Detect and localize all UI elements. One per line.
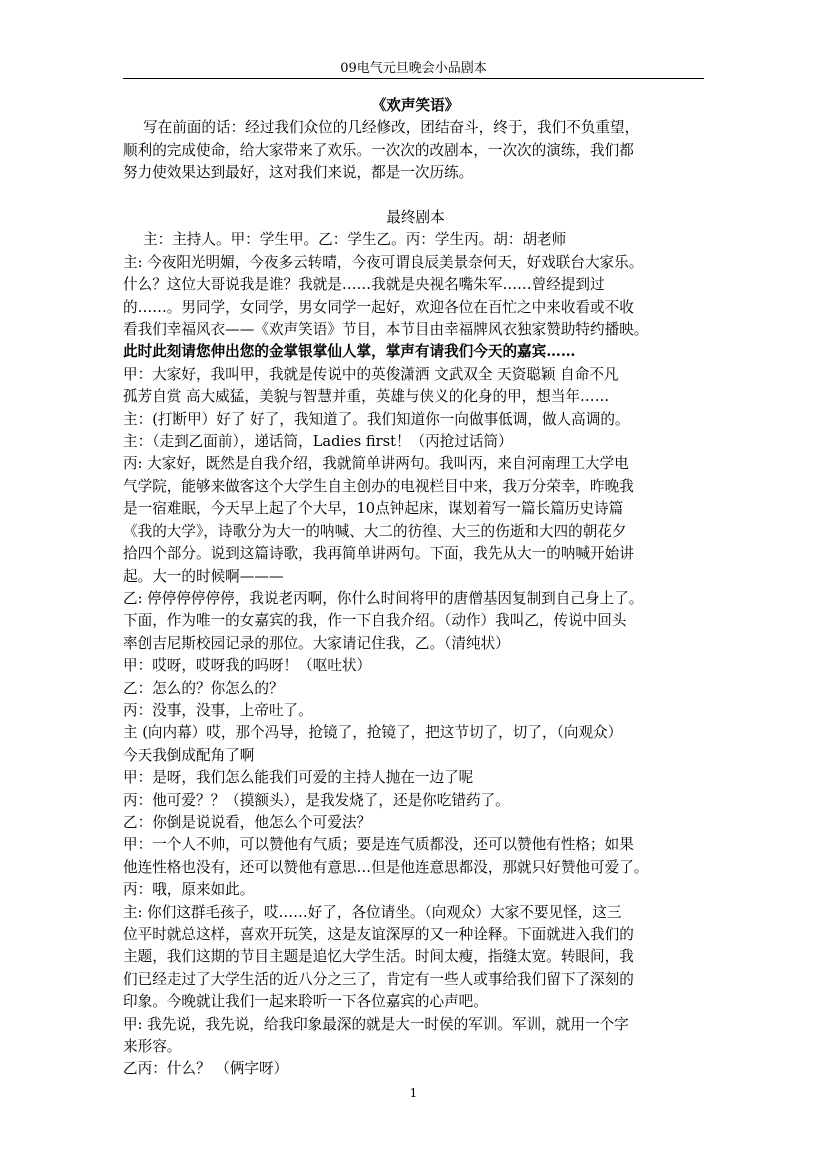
- cast-line: 主：主持人。甲：学生甲。乙：学生乙。丙：学生丙。胡：胡老师: [143, 231, 567, 249]
- header-rule: [123, 78, 704, 79]
- script-line: 位平时就总这样，喜欢开玩笑，这是友谊深厚的又一种诠释。下面就进入我们的: [123, 926, 634, 944]
- spacer: [123, 185, 708, 207]
- script-line: 主：(打断甲）好了 好了，我知道了。我们知道你一向做事低调，做人高调的。: [123, 410, 630, 428]
- section-title: 最终剧本: [386, 209, 445, 227]
- script-line: 甲：哎呀，哎呀我的吗呀！（呕吐状）: [123, 657, 372, 675]
- intro-line: 努力使效果达到最好，这对我们来说，都是一次历练。: [123, 164, 474, 182]
- script-line: 印象。今晚就让我们一起来聆听一下各位嘉宾的心声吧。: [123, 993, 488, 1011]
- script-line: 甲：大家好，我叫甲，我就是传说中的英俊潇洒 文武双全 天资聪颖 自命不凡: [123, 365, 619, 383]
- page-header: 09电气元旦晚会小品剧本: [340, 61, 487, 76]
- document-body: [123, 95, 708, 1081]
- script-line: 丙：没事，没事，上帝吐了。: [123, 701, 313, 719]
- script-line: 率创吉尼斯校园记录的那位。大家请记住我，乙。（清纯状）: [123, 634, 510, 652]
- intro-line: 写在前面的话：经过我们众位的几经修改，团结奋斗，终于，我们不负重望，: [143, 119, 640, 137]
- script-line: 他连性格也没有，还可以赞他有意思…但是他连意思都没，那就只好赞他可爱了。: [123, 858, 649, 876]
- script-line: 下面，作为唯一的女嘉宾的我，作一下自我介绍。（动作）我叫乙，传说中回头: [123, 612, 627, 630]
- script-line: 丙：他可爱？？（摸额头），是我发烧了，还是你吃错药了。: [123, 791, 510, 809]
- script-line: 拾四个部分。说到这篇诗歌，我再简单讲两句。下面，我先从大一的呐喊开始讲: [123, 545, 634, 563]
- script-line: 丙：哦，原来如此。: [123, 881, 255, 899]
- script-line: 此时此刻请您伸出您的金掌银掌仙人掌，掌声有请我们今天的嘉宾……: [123, 343, 576, 361]
- script-line: 甲：一个人不帅，可以赞他有气质；要是连气质都没，还可以赞他有性格；如果: [123, 836, 634, 854]
- document-title: 《欢声笑语》: [371, 97, 460, 114]
- script-line: 来形容。: [123, 1038, 182, 1056]
- script-line: 《我的大学》，诗歌分为大一的呐喊、大二的彷徨、大三的伤逝和大四的朝花夕: [123, 522, 627, 540]
- script-line: 乙：怎么的？你怎么的？: [123, 679, 284, 697]
- script-line: 主: 今夜阳光明媚，今夜多云转晴，今夜可谓良辰美景奈何天，好戏联台大家乐。: [123, 253, 644, 271]
- script-line: 丙: 大家好，既然是自我介绍，我就简单讲两句。我叫丙，来自河南理工大学电: [123, 455, 629, 473]
- script-line: 乙: 停停停停停停，我说老丙啊，你什么时间将甲的唐僧基因复制到自己身上了。: [123, 589, 644, 607]
- script-line: 是一宿难眠，今天早上起了个大早，10点钟起床，谋划着写一篇长篇历史诗篇: [123, 500, 624, 518]
- script-line: 主：（走到乙面前），递话筒，Ladies first！（丙抢过话筒）: [123, 433, 513, 451]
- script-line: 乙：你倒是说说看，他怎么个可爱法？: [123, 813, 372, 831]
- script-line: 起。大一的时候啊———: [123, 567, 284, 585]
- script-line: 孤芳自赏 高大威猛，美貌与智慧并重，英雄与侠义的化身的甲，想当年……: [123, 388, 610, 406]
- script-line: 主 (向内幕）哎，那个冯导，抢镜了，抢镜了，把这节切了，切了，（向观众）: [123, 724, 623, 742]
- script-line: 今天我倒成配角了啊: [123, 746, 255, 764]
- script-line: 们已经走过了大学生活的近八分之三了，肯定有一些人或事给我们留下了深刻的: [123, 970, 634, 988]
- page-number: 1: [409, 1086, 418, 1100]
- script-line: 甲: 我先说，我先说，给我印象最深的就是大一时侯的军训。军训，就用一个字: [123, 1015, 629, 1033]
- script-line: 主: 你们这群毛孩子，哎……好了，各位请坐。（向观众）大家不要见怪，这三: [123, 903, 622, 921]
- intro-line: 顺利的完成使命，给大家带来了欢乐。一次次的改剧本，一次次的演练，我们都: [123, 141, 634, 159]
- script-line: 主题，我们这期的节目主题是追忆大学生活。时间太瘦，指缝太宽。转眼间，我: [123, 948, 634, 966]
- script-line: 甲：是呀，我们怎么能我们可爱的主持人抛在一边了呢: [123, 769, 474, 787]
- script-line: 的……。男同学，女同学，男女同学一起好，欢迎各位在百忙之中来收看或不收: [123, 298, 634, 316]
- script-line: 什么？这位大哥说我是谁？我就是……我就是央视名嘴朱军……曾经提到过: [123, 276, 605, 294]
- script-line: 乙丙：什么？ （俩字呀）: [123, 1060, 289, 1078]
- script-line: 看我们幸福风衣——《欢声笑语》节目，本节目由幸福牌风衣独家赞助特约播映。: [123, 321, 649, 339]
- script-line: 气学院，能够来做客这个大学生自主创办的电视栏目中来，我万分荣幸，昨晚我: [123, 477, 634, 495]
